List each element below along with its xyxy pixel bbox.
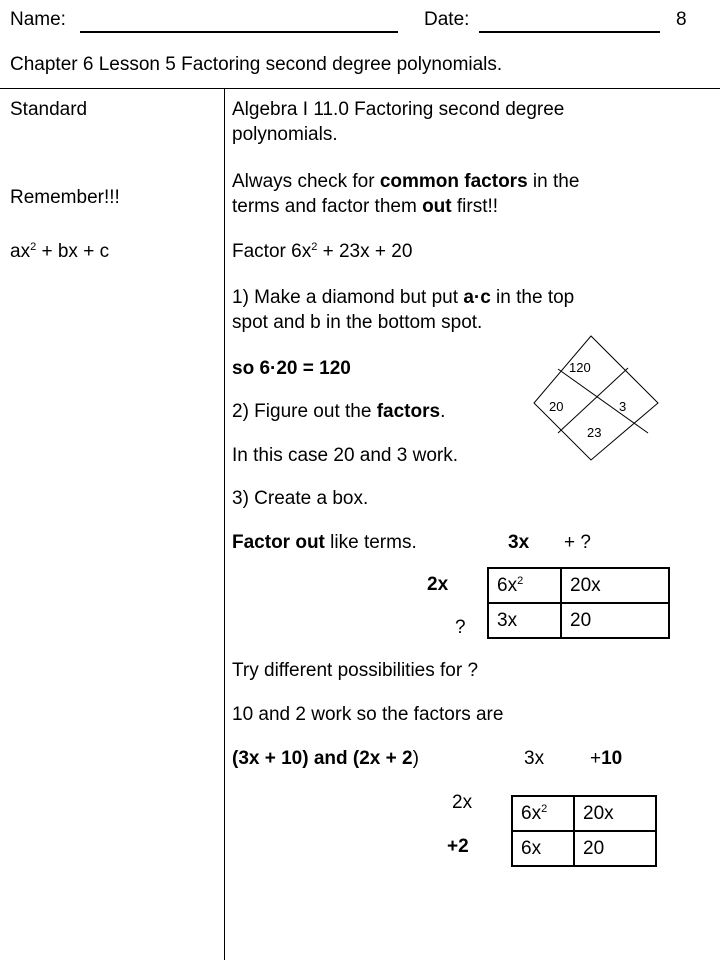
box2-row2-label: +2 [447, 836, 469, 857]
general-form-exponent: 2 [30, 241, 37, 253]
date-line [424, 8, 469, 32]
step1-line1 [232, 286, 574, 310]
box2-row [512, 831, 656, 866]
diamond-right: 3 [619, 399, 627, 414]
diamond-bottom: 23 [587, 425, 602, 440]
standard-label: Standard [10, 99, 88, 120]
final-10: 10 [601, 748, 623, 769]
box2-row [512, 796, 656, 831]
diamond-left: 20 [549, 399, 564, 414]
general-form [10, 240, 109, 264]
standard-text-line1: Algebra I 11.0 Factoring second degree [232, 99, 565, 120]
step2-c: . [440, 401, 446, 422]
box1-cell-12: 20x [561, 568, 669, 603]
box2-c11-base: 6x [521, 802, 542, 824]
box1-row [488, 568, 669, 603]
general-form-rest: + bx + c [36, 241, 110, 262]
box2-cell-21: 6x [512, 831, 574, 866]
step1-line2: spot and b in the bottom spot. [232, 312, 483, 333]
final-factors [232, 747, 419, 771]
general-form-a: ax [10, 241, 31, 262]
cf1-b: common factors [379, 171, 528, 192]
final-b: ) [412, 748, 419, 769]
factor-box-2 [511, 795, 657, 867]
box2-cell-22: 20 [574, 831, 656, 866]
box1-col2-label: + ? [564, 532, 591, 553]
box2-col2-label [590, 747, 622, 771]
cf1-c: in the [527, 171, 580, 192]
factor-out-b: like terms. [324, 532, 417, 553]
column-divider [224, 88, 225, 960]
in-case-line: In this case 20 and 3 work. [232, 445, 459, 466]
step2-line [232, 400, 445, 424]
step2-a: 2) Figure out the [232, 401, 377, 422]
factor-problem [232, 240, 412, 264]
factor-out-a: Factor out [232, 532, 325, 553]
cf2-b: out [422, 196, 452, 217]
date-blank [479, 31, 660, 33]
box1-cell-21: 3x [488, 603, 561, 638]
step3-line: 3) Create a box. [232, 488, 369, 509]
box2-row1-label: 2x [452, 792, 473, 813]
cf2-c: first!! [451, 196, 499, 217]
diamond-top: 120 [569, 360, 591, 375]
ten-two-line: 10 and 2 work so the factors are [232, 704, 504, 725]
try-line: Try different possibilities for ? [232, 660, 479, 681]
step1-c: in the top [490, 287, 575, 308]
step1-b: a·c [463, 287, 491, 308]
box2-cell-11 [512, 796, 574, 831]
box2-col1-label: 3x [524, 748, 545, 769]
box2-c11-exp: 2 [541, 802, 548, 815]
box1-row [488, 603, 669, 638]
factor-exponent: 2 [311, 241, 318, 253]
box1-row2-label: ? [455, 617, 466, 638]
product-line: so 6·20 = 120 [232, 358, 351, 379]
final-a: (3x + 10) and (2x + 2 [232, 748, 413, 769]
box2-cell-12: 20x [574, 796, 656, 831]
diamond-diagonal-1 [558, 369, 648, 433]
page-number: 8 [676, 9, 687, 30]
cf1-a: Always check for [232, 171, 380, 192]
remember-label: Remember!!! [10, 187, 120, 208]
date-label: Date: [424, 9, 470, 30]
final-plus: + [590, 748, 602, 769]
box1-c11-base: 6x [497, 574, 518, 596]
name-label: Name: [10, 9, 66, 30]
step1-a: 1) Make a diamond but put [232, 287, 464, 308]
common-factor-line2 [232, 195, 498, 219]
chapter-title: Chapter 6 Lesson 5 Factoring second degree polynomials. [10, 54, 503, 75]
box1-col1-label: 3x [508, 532, 530, 553]
cf2-a: terms and factor them [232, 196, 423, 217]
box1-cell-11 [488, 568, 561, 603]
common-factor-line1 [232, 170, 579, 194]
header-rule [0, 88, 720, 89]
factor-box-1 [487, 567, 670, 639]
factor-b: + 23x + 20 [317, 241, 413, 262]
name-line [10, 8, 66, 32]
name-blank [80, 31, 398, 33]
box1-c11-exp: 2 [517, 574, 524, 587]
box1-cell-22: 20 [561, 603, 669, 638]
step2-b: factors [376, 401, 441, 422]
box1-row1-label: 2x [427, 574, 449, 595]
standard-text-line2: polynomials. [232, 124, 338, 145]
diamond-diagonal-2 [558, 368, 628, 433]
factor-out-line [232, 531, 417, 555]
factor-a: Factor 6x [232, 241, 312, 262]
